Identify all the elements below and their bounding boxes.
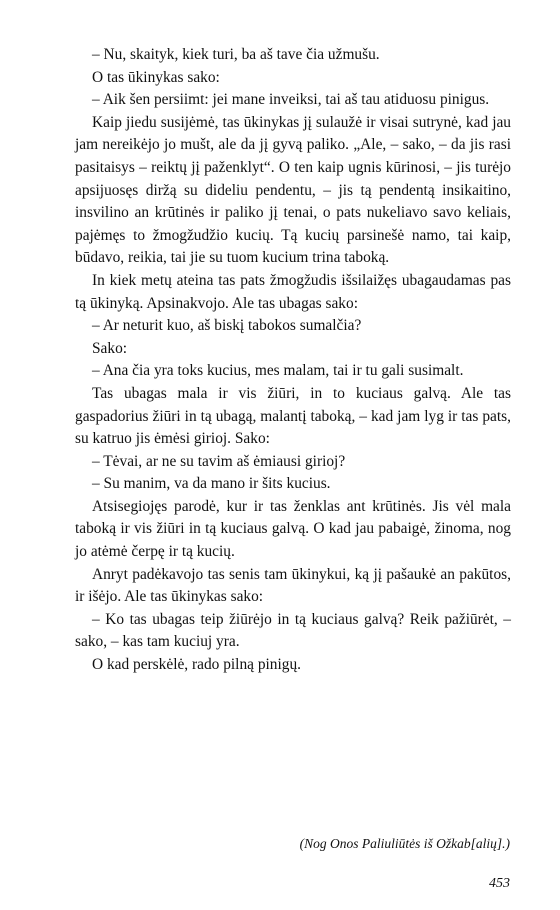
- paragraph: Atsisegiojęs parodė, kur ir tas ženklas ant krūtinės. Jis vėl mala taboką ir vis žiūri in tą kuciaus galvą. O kad jau pabaigė, žinoma, nog jo atėmė čerpę ir tą kucių.: [75, 497, 511, 561]
- paragraph: – Ko tas ubagas teip žiūrėjo in tą kuciaus galvą? Reik pažiūrėt, – sako, – kas tam kuciuj yra.: [75, 610, 511, 651]
- paragraph: – Su manim, va da mano ir šits kucius.: [92, 475, 331, 493]
- paragraph: – Nu, skaityk, kiek turi, ba aš tave čia užmušu.: [92, 46, 380, 63]
- paragraph: Kaip jiedu susijėmė, tas ūkinykas jį sulaužė ir visai sutrynė, kad jau jam nereikėjo jo mušt, ale da jį gyvą paliko. „Ale, – sako, – da jis rasi pasitaisys – reiktų jį paženklyt“. O ten kaip ugnis kūrinosi, – jis turėjo apsijuosęs diržą su dideliu pendentu, – jis tą pendentą insikaitino, insvilino an krūtinės ir paliko jį tenai, o pats nukeliavo savo keliais, pajėmęs to žmogžudžio kucių. Tą kucių parsinešė namo, tai kaip, būdavo, reikia, tai jie su tuom kucium trina taboką.: [75, 113, 511, 267]
- paragraph: – Ana čia yra toks kucius, mes malam, tai ir tu gali susimalt.: [92, 362, 464, 380]
- source-attribution: (Nog Onos Paliuliūtės iš Ožkab[alių].): [299, 836, 510, 851]
- paragraph: Sako:: [92, 339, 128, 357]
- paragraph: – Tėvai, ar ne su tavim aš ėmiausi girioj?: [92, 452, 346, 470]
- page-number: 453: [489, 876, 510, 891]
- paragraph: In kiek metų ateina tas pats žmogžudis išsilaižęs ubagaudamas pas tą ūkinyką. Apsinakvojo. Ale tas ubagas sako:: [75, 271, 511, 312]
- paragraph: O kad perskėlė, rado pilną pinigų.: [92, 656, 301, 674]
- story-text: [75, 44, 511, 677]
- paragraph: – Ar neturit kuo, aš biskį tabokos sumalčia?: [92, 317, 362, 335]
- paragraph: – Aik šen persiimt: jei mane inveiksi, tai aš tau atiduosu pinigus.: [92, 91, 490, 109]
- paragraph: Anryt padėkavojo tas senis tam ūkinykui, ką jį pašaukė an pakūtos, ir išėjo. Ale tas ūkinykas sako:: [75, 565, 511, 606]
- paragraph: Tas ubagas mala ir vis žiūri, in to kuciaus galvą. Ale tas gaspadorius žiūri in tą ubagą, malantį taboką, – kad jam lyg ir tas pats, su katruo jis ėmėsi girioj. Sako:: [75, 384, 511, 448]
- paragraph: O tas ūkinykas sako:: [92, 68, 220, 86]
